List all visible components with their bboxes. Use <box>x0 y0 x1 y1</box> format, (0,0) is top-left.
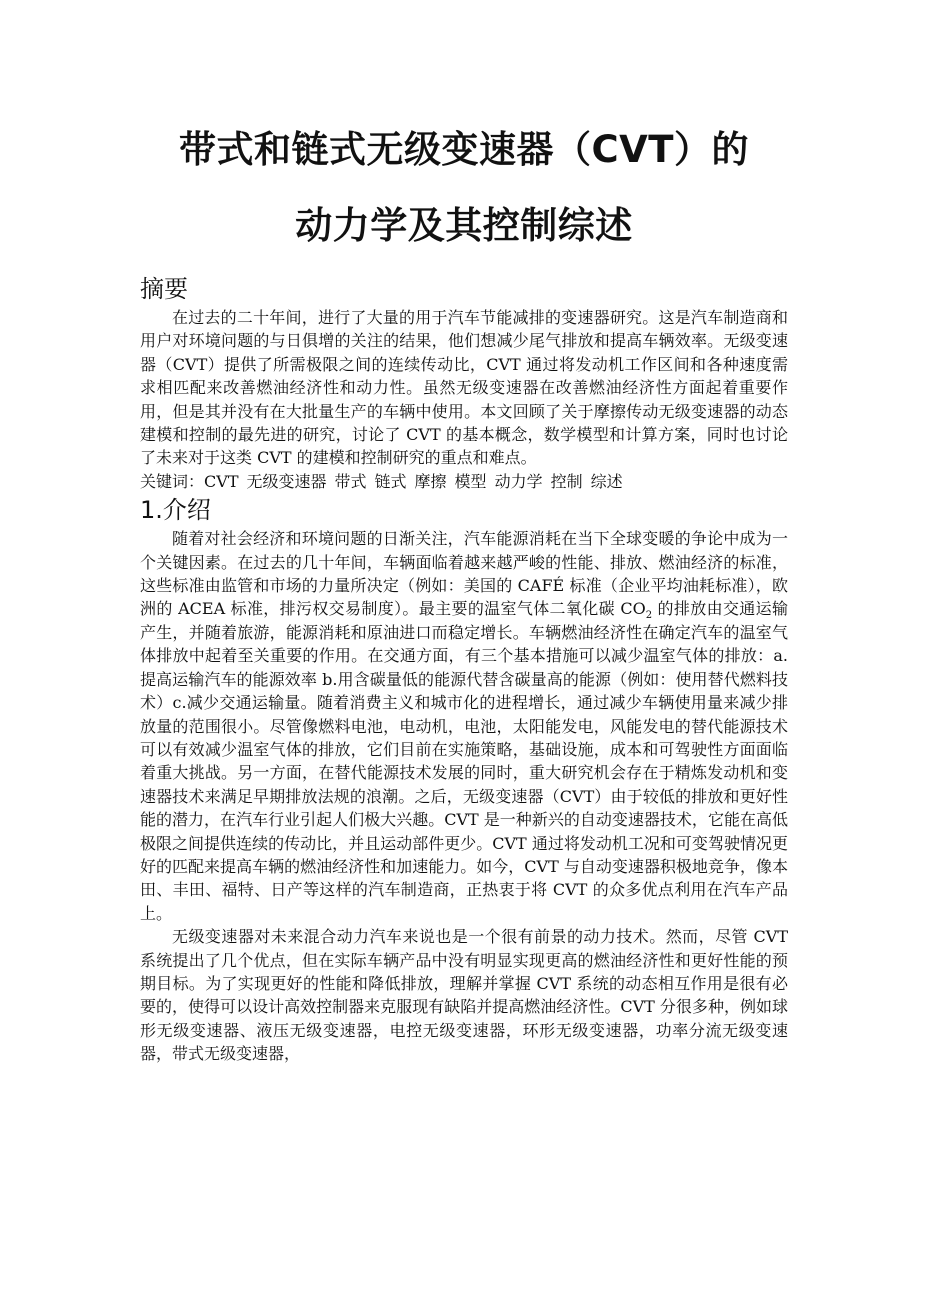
intro-paragraph-1 <box>140 527 788 925</box>
document-title <box>140 118 788 258</box>
abstract-heading: 摘要 <box>140 275 188 303</box>
keywords-label: 关键词： <box>140 471 205 491</box>
keyword: CVT <box>204 471 239 491</box>
keyword: 无级变速器 <box>246 471 327 491</box>
keyword: 链式 <box>374 471 407 491</box>
keyword: 控制 <box>550 471 583 491</box>
abstract-paragraph: 在过去的二十年间，进行了大量的用于汽车节能减排的变速器研究。这是汽车制造商和用户对环境问题的与日俱增的关注的结果，他们想减少尾气排放和提高车辆效率。无级变速器（CVT）提供了所需极限之间的连续传动比，CVT 通过将发动机工作区间和各种速度需求相匹配来改善燃油经济性和动力性。虽然无级变速器在改善燃油经济性方面起着重要作用，但是其并没有在大批量生产的车辆中使用。本文回顾了关于摩擦传动无级变速器的动态建模和控制的最先进的研究，讨论了 CVT 的基本概念，数学模型和计算方案，同时也讨论了未来对于这类 CVT 的建模和控制研究的重点和难点。 <box>140 308 788 468</box>
keyword: 模型 <box>454 471 487 491</box>
keywords-line <box>140 470 788 493</box>
keyword: 动力学 <box>494 471 543 491</box>
co2-subscript: 2 <box>645 610 653 622</box>
intro-p1-text-a: 随着对社会经济和环境问题的日渐关注，汽车能源消耗在当下全球变暖的争论中成为一个关键因素。在过去的几十年间，车辆面临着越来越严峻的性能、排放、燃油经济的标准，这些标准由监管和市场的力量所决定（例如：美国的 CAFÉ 标准（企业平均油耗标准），欧洲的 ACEA 标准，排污权交易制度）。最主要的温室气体二氧化碳 CO <box>140 529 788 619</box>
intro-p1-text-b: 的排放由交通运输产生，并随着旅游，能源消耗和原油进口而稳定增长。车辆燃油经济性在确定汽车的温室气体排放中起着至关重要的作用。在交通方面，有三个基本措施可以减少温室气体的排放：a.提高运输汽车的能源效率 b.用含碳量低的能源代替含碳量高的能源（例如：使用替代燃料技术）c.减少交通运输量。随着消费主义和城市化的进程增长，通过减少车辆使用量来减少排放量的范围很小。尽管像燃料电池，电动机，电池，太阳能发电，风能发电的替代能源技术可以有效减少温室气体的排放，它们目前在实施策略，基础设施，成本和可驾驶性方面面临着重大挑战。另一方面，在替代能源技术发展的同时，重大研究机会存在于精炼发动机和变速器技术来满足早期排放法规的浪潮。之后，无级变速器（CVT）由于较低的排放和更好性能的潜力，在汽车行业引起人们极大兴趣。CVT 是一种新兴的自动变速器技术，它能在高低极限之间提供连续的传动比，并且运动部件更少。CVT 通过将发动机工况和可变驾驶情况更好的匹配来提高车辆的燃油经济性和加速能力。如今，CVT 与自动变速器积极地竞争，像本田、丰田、福特、日产等这样的汽车制造商，正热衷于将 CVT 的众多优点利用在汽车产品上。 <box>140 599 788 923</box>
keyword: 带式 <box>334 471 367 491</box>
intro-heading: 1.介绍 <box>140 496 211 525</box>
document-page <box>140 118 788 1066</box>
title-line-1: 带式和链式无级变速器（CVT）的 <box>178 128 750 171</box>
intro-paragraph-2: 无级变速器对未来混合动力汽车来说也是一个很有前景的动力技术。然而，尽管 CVT 系统提出了几个优点，但在实际车辆产品中没有明显实现更高的燃油经济性和更好性能的预期目标。为了实现更好的性能和降低排放，理解并掌握 CVT 系统的动态相互作用是很有必要的，使得可以设计高效控制器来克服现有缺陷并提高燃油经济性。CVT 分很多种，例如球形无级变速器、液压无级变速器，电控无级变速器，环形无级变速器，功率分流无级变速器，带式无级变速器， <box>140 927 788 1064</box>
keyword: 摩擦 <box>414 471 447 491</box>
keyword: 综述 <box>590 471 623 491</box>
title-line-2: 动力学及其控制综述 <box>295 204 633 247</box>
